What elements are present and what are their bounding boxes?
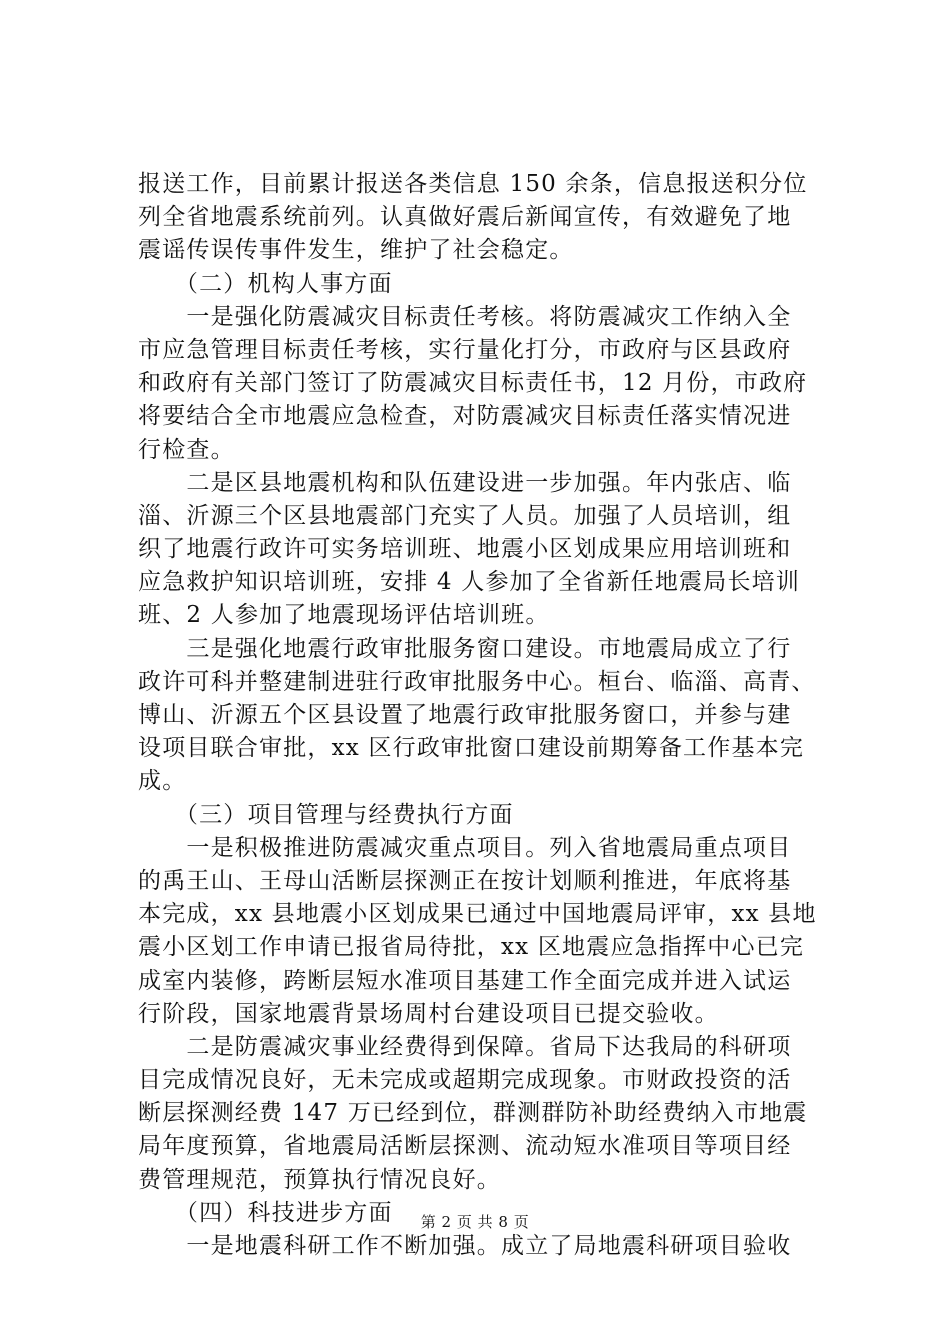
section-heading: （三）项目管理与经费执行方面 — [138, 801, 514, 828]
text-line: 政许可科并整建制进驻行政审批服务中心。桓台、临淄、高青、 — [138, 668, 816, 695]
text-line: 断层探测经费 147 万已经到位，群测群防补助经费纳入市地震 — [138, 1100, 808, 1127]
text-line: 费管理规范，预算执行情况良好。 — [138, 1166, 501, 1193]
text-line: 目完成情况良好，无未完成或超期完成现象。市财政投资的活 — [138, 1067, 792, 1094]
text-line: 局年度预算，省地震局活断层探测、流动短水准项目等项目经 — [138, 1133, 792, 1160]
text-line: 和政府有关部门签订了防震减灾目标责任书，12 月份，市政府 — [138, 370, 808, 397]
text-line: 应急救护知识培训班，安排 4 人参加了全省新任地震局长培训 — [138, 569, 801, 596]
text-line: 一是积极推进防震减灾重点项目。列入省地震局重点项目 — [138, 834, 792, 861]
text-line: 淄、沂源三个区县地震部门充实了人员。加强了人员培训，组 — [138, 502, 792, 529]
text-line: 震小区划工作申请已报省局待批，xx 区地震应急指挥中心已完 — [138, 934, 805, 961]
text-line: 成室内装修，跨断层短水准项目基建工作全面完成并进入试运 — [138, 967, 792, 994]
text-line: 织了地震行政许可实务培训班、地震小区划成果应用培训班和 — [138, 536, 792, 563]
text-line: 一是地震科研工作不断加强。成立了局地震科研项目验收 — [138, 1233, 792, 1259]
text-line: 报送工作，目前累计报送各类信息 150 余条，信息报送积分位 — [138, 171, 808, 197]
text-line: 行检查。 — [138, 436, 235, 463]
text-line: 列全省地震系统前列。认真做好震后新闻宣传，有效避免了地 — [138, 204, 792, 231]
body-text — [138, 168, 838, 1263]
text-line: 将要结合全市地震应急检查，对防震减灾目标责任落实情况进 — [138, 403, 792, 430]
section-heading: （四）科技进步方面 — [138, 1199, 393, 1226]
text-line: 市应急管理目标责任考核，实行量化打分，市政府与区县政府 — [138, 336, 792, 363]
text-line: 班、2 人参加了地震现场评估培训班。 — [138, 602, 550, 629]
text-line: 本完成，xx 县地震小区划成果已通过中国地震局评审，xx 县地 — [138, 901, 817, 928]
text-line: 的禹王山、王母山活断层探测正在按计划顺利推进，年底将基 — [138, 867, 792, 894]
text-line: 二是区县地震机构和队伍建设进一步加强。年内张店、临 — [138, 469, 792, 496]
text-line: 三是强化地震行政审批服务窗口建设。市地震局成立了行 — [138, 635, 792, 662]
text-line: 震谣传误传事件发生，维护了社会稳定。 — [138, 237, 574, 264]
text-line: 二是防震减灾事业经费得到保障。省局下达我局的科研项 — [138, 1033, 792, 1060]
page-number-footer: 第 2 页 共 8 页 — [420, 1213, 530, 1231]
text-line: 行阶段，国家地震背景场周村台建设项目已提交验收。 — [138, 1000, 719, 1027]
text-line: 一是强化防震减灾目标责任考核。将防震减灾工作纳入全 — [138, 303, 792, 330]
section-heading: （二）机构人事方面 — [138, 270, 393, 297]
text-line: 博山、沂源五个区县设置了地震行政审批服务窗口，并参与建 — [138, 702, 792, 728]
text-line: 设项目联合审批，xx 区行政审批窗口建设前期筹备工作基本完 — [138, 735, 805, 762]
text-line: 成。 — [138, 768, 187, 795]
